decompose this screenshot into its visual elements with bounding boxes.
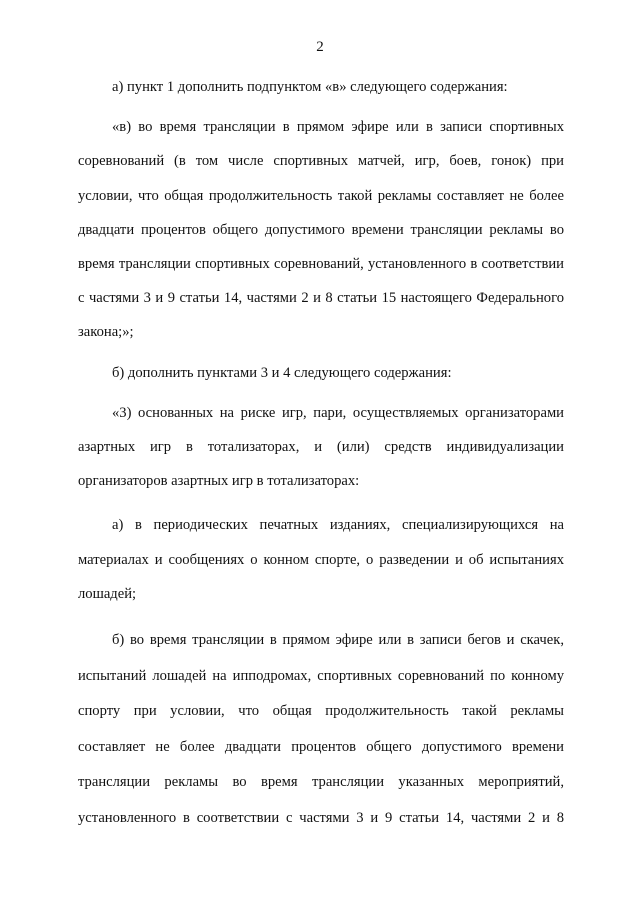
page-number: 2: [316, 39, 324, 55]
paragraph-item-b: б) дополнить пунктами 3 и 4 следующего содержания:: [112, 364, 452, 381]
paragraph-point-3: «3) основанных на риске игр, пари, осуществляемых организаторами азартных игр в тотализаторах, и (или) средств индивидуализации организаторов азартных игр в тотализаторах:: [78, 404, 564, 490]
paragraph-line: составляет не более двадцати процентов общего допустимого времени: [78, 738, 564, 755]
paragraph-line: трансляции рекламы во время трансляции указанных мероприятий,: [78, 774, 564, 791]
paragraph-line: б) во время трансляции в прямом эфире или в записи бегов и скачек,: [112, 632, 564, 649]
paragraph-item-a: а) пункт 1 дополнить подпунктом «в» следующего содержания:: [112, 79, 508, 95]
paragraph-point-3-b: [78, 623, 564, 836]
paragraph-line: спорту при условии, что общая продолжительность такой рекламы: [78, 703, 564, 720]
paragraph-line: установленного в соответствии с частями 3 и 9 статьи 14, частями 2 и 8: [78, 809, 564, 826]
paragraph-subitem-v: «в) во время трансляции в прямом эфире или в записи спортивных соревнований (в том числе спортивных матчей, игр, боев, гонок) при условии, что общая продолжительность такой рекламы составляет не более двадцати процентов общего допустимого времени трансляции рекламы во время трансляции спортивных соревнований, установленного в соответствии с частями 3 и 9 статьи 14, частями 2 и 8 статьи 15 настоящего Федерального закона;»;: [78, 119, 564, 341]
paragraph-line: испытаний лошадей на ипподромах, спортивных соревнований по конному: [78, 667, 564, 684]
paragraph-point-3-a: а) в периодических печатных изданиях, специализирующихся на материалах и сообщениях о конном спорте, о разведении и об испытаниях лошадей;: [78, 517, 564, 602]
document-body: [78, 70, 564, 836]
